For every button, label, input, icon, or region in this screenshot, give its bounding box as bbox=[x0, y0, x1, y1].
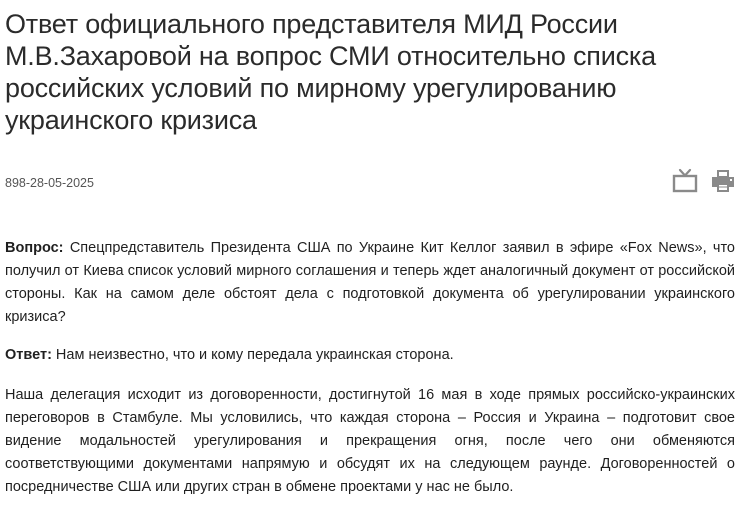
answer-label: Ответ: bbox=[5, 347, 52, 363]
question-text: Спецпредставитель Президента США по Украине Кит Келлог заявил в эфире «Fox News», что получил от Киева список условий мирного соглашения и теперь ждет аналогичный документ от российской стороны. Как на самом деле обстоят дела с подготовкой документа об урегулировании украинского кризиса? bbox=[5, 240, 735, 325]
question-label: Вопрос: bbox=[5, 240, 64, 256]
print-icon bbox=[710, 168, 736, 194]
answer-paragraph bbox=[5, 344, 735, 367]
answer-text: Нам неизвестно, что и кому передала украинская сторона. bbox=[51, 347, 454, 363]
document-id: 898-28-05-2025 bbox=[5, 176, 94, 190]
tv-icon bbox=[672, 168, 698, 194]
print-button[interactable] bbox=[710, 168, 736, 194]
question-paragraph bbox=[5, 237, 735, 329]
article-meta-row bbox=[5, 168, 735, 198]
body-paragraph: Наша делегация исходит из договоренности, достигнутой 16 мая в ходе прямых российско-украинских переговоров в Стамбуле. Мы условились, что каждая сторона – Россия и Украина – подготовит свое видение модальностей урегулирования и прекращения огня, после чего они обменяются соответствующими документами напрямую и обсудят их на следующем раунде. Договоренностей о посредничестве США или других стран в обмене проектами у нас не было. bbox=[5, 387, 735, 495]
article-body bbox=[5, 237, 735, 499]
tv-button[interactable] bbox=[672, 168, 698, 194]
article-title: Ответ официального представителя МИД России М.В.Захаровой на вопрос СМИ относительно списка российских условий по мирному урегулированию украинского кризиса bbox=[5, 9, 656, 135]
